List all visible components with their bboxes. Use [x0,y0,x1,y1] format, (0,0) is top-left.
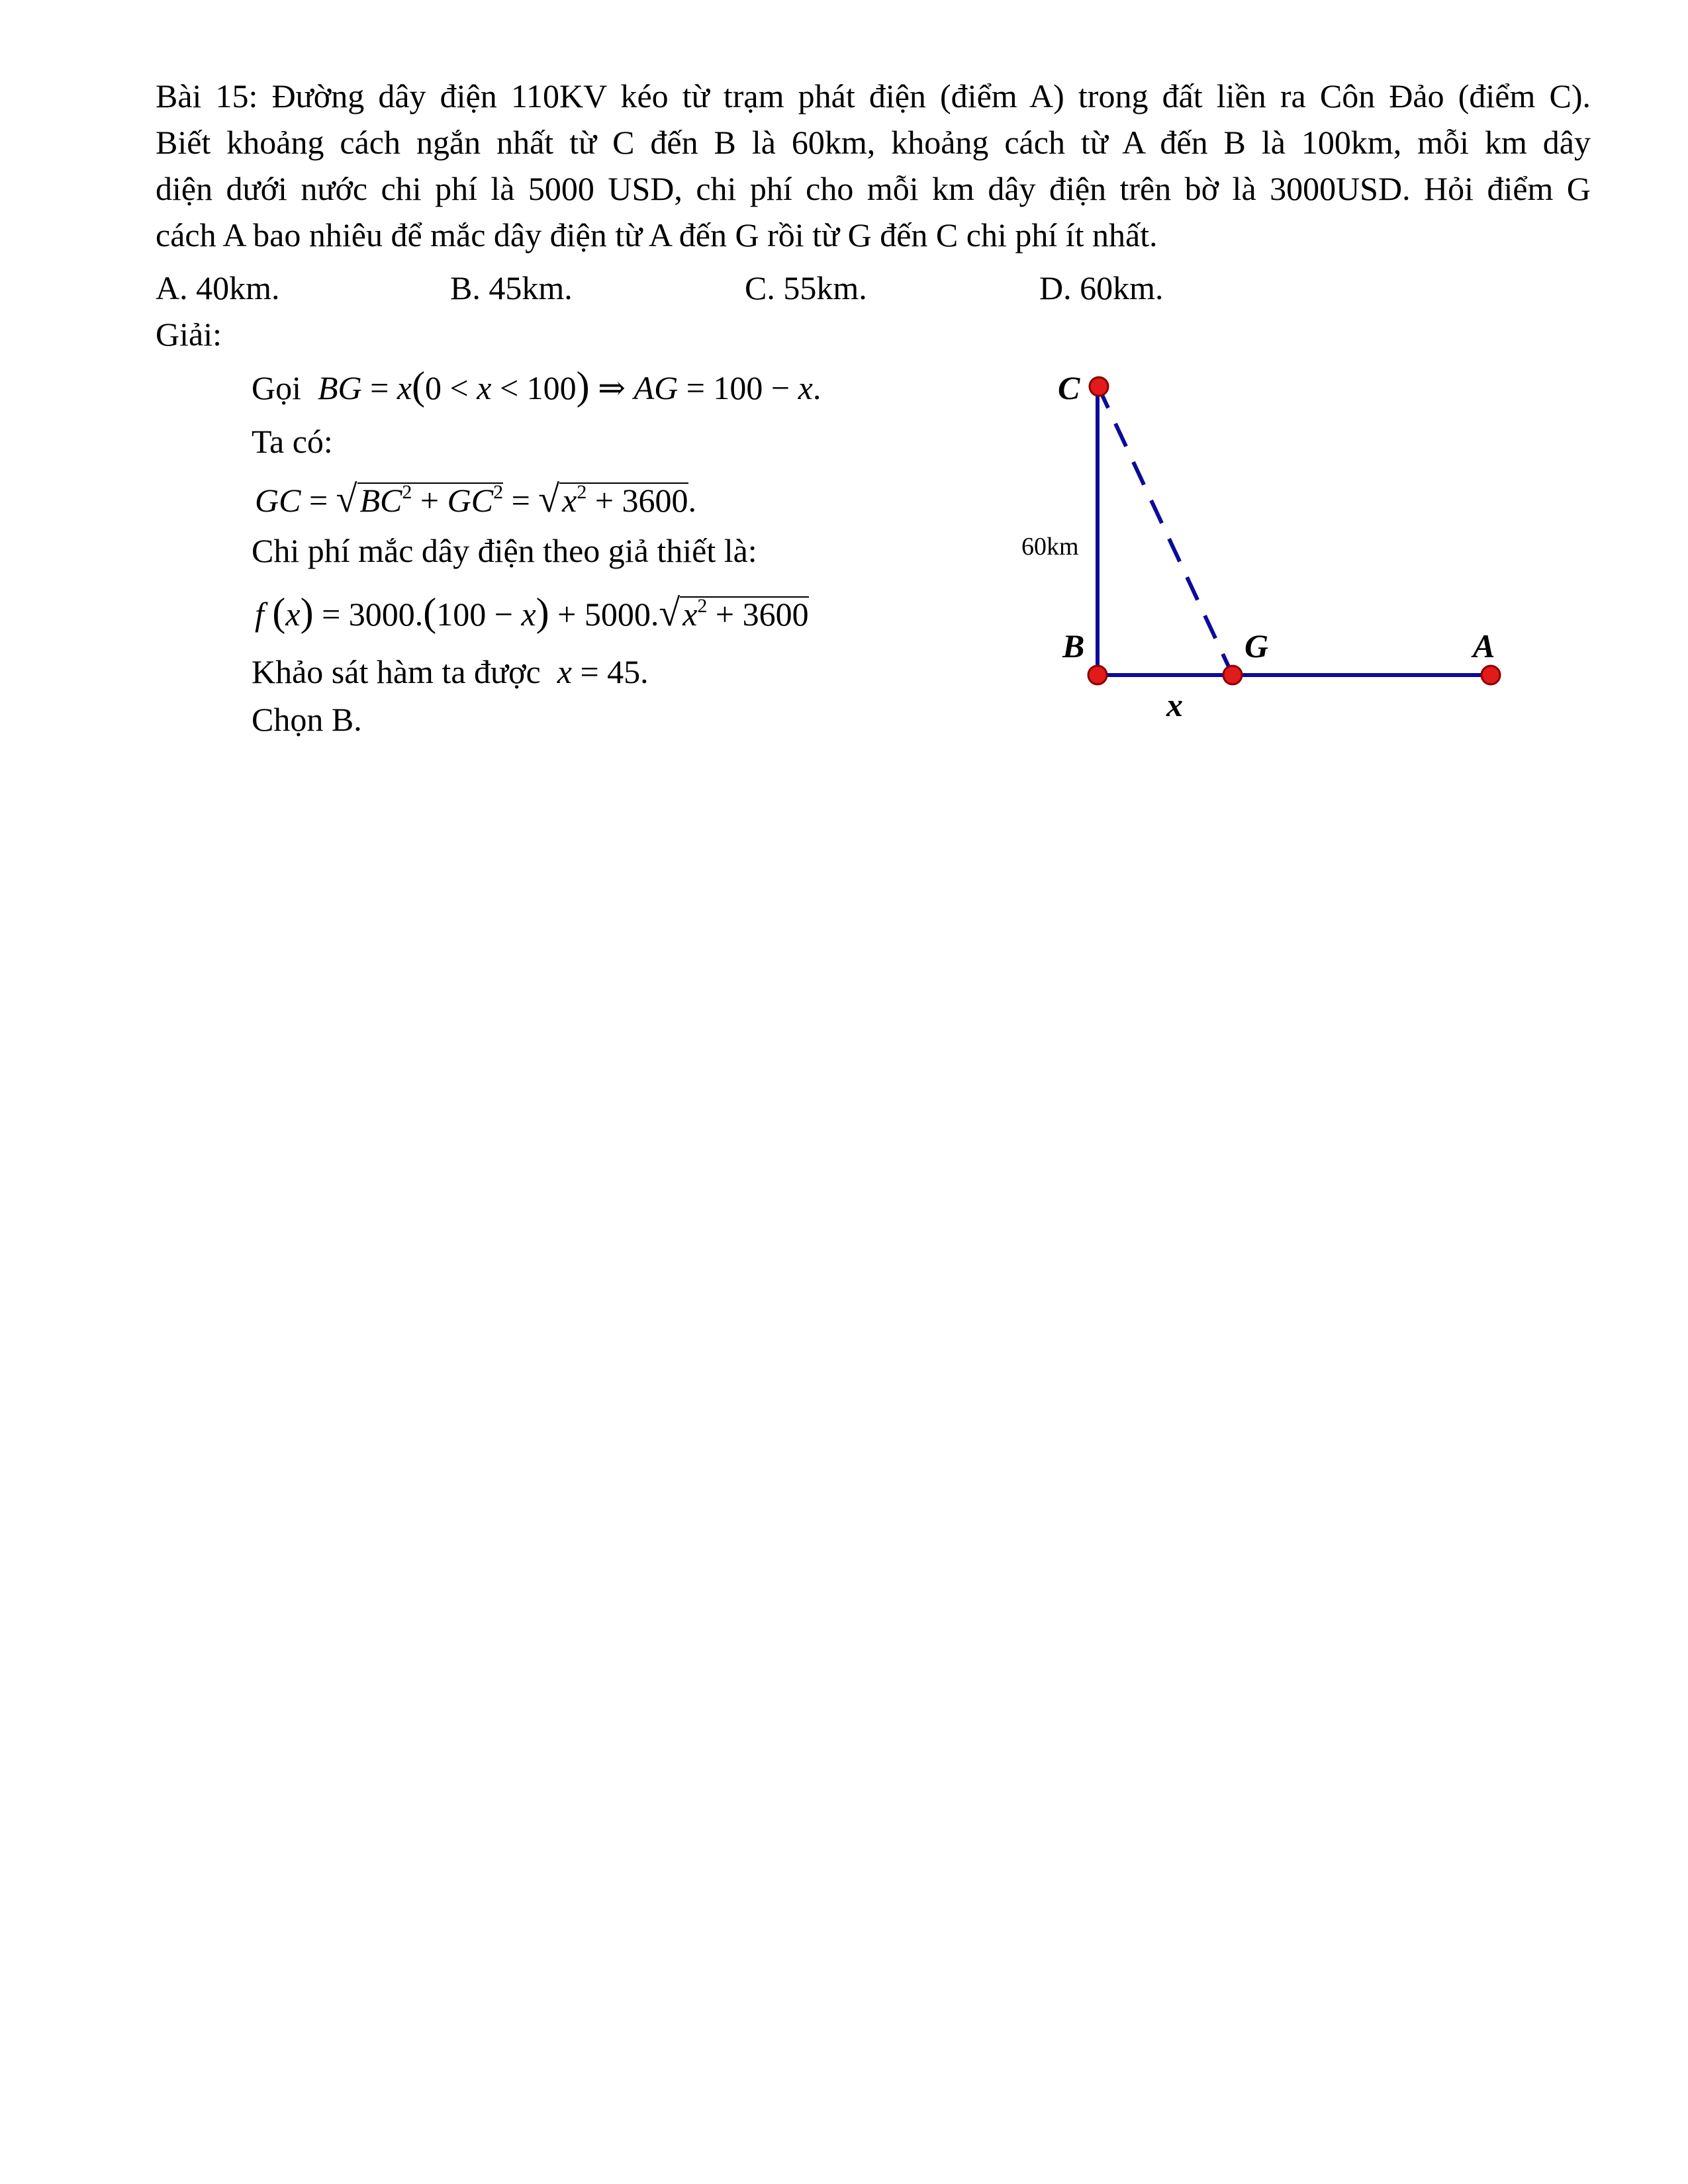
label-b: B [1062,627,1085,664]
formula-gc: GC = $√BC^2 + GC^2 = √x^2 + 3600$. [255,479,696,522]
problem-line-1: Bài 15: Đường dây điện 110KV kéo từ trạm phát điện (điểm A) trong đất liền ra Côn Đảo (điểm C). [156,77,1591,114]
formula-bg: BG = x(0 < x < 100) ⇒ AG = 100 − x. [318,364,821,408]
formula-fx: f $(x) = 3000.(100 - x) + 5000.√x^2 + 3600$ [255,592,809,636]
solution-cost-text: Chi phí mắc dây điện theo giả thiết là: [252,532,757,569]
option-d: D. 60km. [1039,269,1164,306]
problem-line-4: cách A bao nhiêu để mắc dây điện từ A đến G rồi từ G đến C chi phí ít nhất. [156,216,1158,253]
solution-chon: Chọn B. [252,701,362,738]
problem-line-3: diện dưới nước chi phí là 5000 USD, chi phí cho mỗi km dây điện trên bờ là 3000USD. Hỏi điểm G [156,170,1591,207]
option-a: A. 40km. [156,269,280,306]
solution-ta-co: Ta có: [252,423,333,460]
solution-heading: Giải: [156,316,222,353]
option-b: B. 45km. [450,269,573,306]
goi-word: Gọi [252,369,301,406]
formula-x45: x = 45. [557,653,649,690]
point-a [1481,666,1500,684]
label-60km: 60km [1021,533,1079,561]
label-a: A [1473,627,1495,664]
option-c: C. 55km. [745,269,867,306]
label-x: x [1166,686,1183,723]
point-c [1090,377,1108,396]
point-g [1223,666,1242,684]
label-c: C [1058,369,1080,406]
point-b [1088,666,1107,684]
segment-cg-dashed [1098,385,1233,675]
problem-line-2: Biết khoảng cách ngắn nhất từ C đến B là 60km, khoảng cách từ A đến B là 100km, mỗi km dây [156,124,1591,161]
khao-sat-text: Khảo sát hàm ta được [252,653,541,690]
label-g: G [1244,627,1269,664]
